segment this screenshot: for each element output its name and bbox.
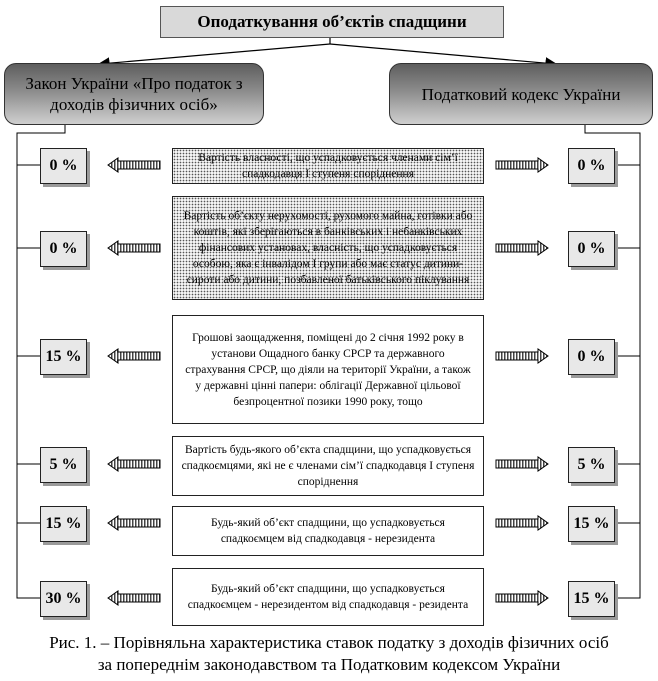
left-arrows (108, 158, 160, 605)
right-header: Податковий кодекс України (389, 63, 653, 125)
right-rate-5: 15 % (568, 506, 615, 542)
left-rate-6: 30 % (40, 581, 87, 617)
left-rate-2: 0 % (40, 231, 87, 267)
right-rate-3: 0 % (568, 339, 615, 375)
description-4: Вартість будь-якого об’єкта спадщини, що успадковується спадкоємцями, які не є членами сім’ї спадкодавця I ступеня споріднення (172, 436, 484, 496)
left-header: Закон України «Про податок з доходів фізичних осіб» (4, 63, 264, 125)
right-rate-6: 15 % (568, 581, 615, 617)
left-rate-1: 0 % (40, 148, 87, 184)
figure-caption-line-1: Рис. 1. – Порівняльна характеристика ставок податку з доходів фізичних осіб (49, 633, 609, 652)
arrow-to-right-header (330, 44, 555, 64)
right-rate-4: 5 % (568, 447, 615, 483)
right-rate-1: 0 % (568, 148, 615, 184)
right-rate-2: 0 % (568, 231, 615, 267)
arrow-to-left-header (100, 44, 330, 64)
description-2: Вартість об’єкту нерухомості, рухомого майна, готівки або коштів, які зберігаються в банківських і небанківських фінансових установах, власність, що успадковується особою, яка є інвалідом I групи або має статус дитини-сироти або дитини, позбавленої батьківського піклування (172, 196, 484, 300)
description-3: Грошові заощадження, поміщені до 2 січня 1992 року в установи Ощадного банку СРСР та державного страхування СРСР, що діяли на території України, а також у державні цінні папери: облігації Державної цільової безпроцентної позики 1990 року, тощо (172, 315, 484, 424)
left-rate-4: 5 % (40, 447, 87, 483)
description-6: Будь-який об’єкт спадщини, що успадковується спадкоємцем - нерезидентом від спадкодавця - резидента (172, 568, 484, 626)
left-rate-3: 15 % (40, 339, 87, 375)
diagram-title: Оподаткування об’єктів спадщини (160, 6, 504, 38)
right-arrows (496, 158, 548, 605)
figure-caption-line-2: за попереднім законодавством та Податковим кодексом України (97, 655, 561, 674)
left-rate-5: 15 % (40, 506, 87, 542)
description-1: Вартість власності, що успадковується членами сім’ї спадкодавця I ступеня споріднення (172, 148, 484, 184)
description-5: Будь-який об’єкт спадщини, що успадковується спадкоємцем від спадкодавця - нерезидента (172, 506, 484, 556)
